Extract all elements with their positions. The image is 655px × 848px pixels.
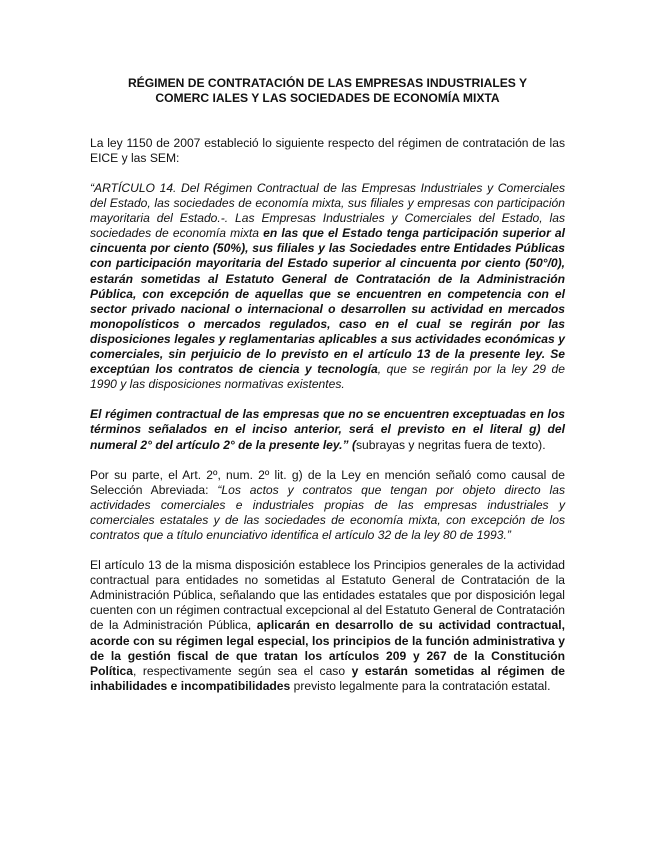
art13-text-c: previsto legalmente para la contratación estatal. bbox=[290, 678, 551, 693]
article-14-text: “ARTÍCULO 14. Del Régimen Contractual de las Empresas Industriales y Comerciales del Estado, las sociedades de economía mixta, sus filiales y empresas con participación mayoritaria del Estado.-. Las Empresas Industriales y Comerciales del Estado, las sociedades de economía mixta bbox=[90, 181, 565, 241]
art13-text-a: El artículo 13 de la misma disposición establece los Principios generales de la actividad contractual para entidades no sometidas al Estatuto General de Contratación de la Administración Pública, señalando que las entidades estatales que por disposición legal cuenten con un régimen contractual excepcional al del Estatuto General de Contratación de la Administración Pública, bbox=[90, 558, 565, 633]
title-line-2: COMERC IALES Y LAS SOCIEDADES DE ECONOMÍA MIXTA bbox=[155, 91, 500, 106]
regimen-note: subrayas y negritas fuera de texto). bbox=[355, 437, 546, 452]
title-line-1: RÉGIMEN DE CONTRATACIÓN DE LAS EMPRESAS INDUSTRIALES Y bbox=[127, 76, 528, 90]
seleccion-quote: “Los actos y contratos que tengan por objeto directo las actividades comerciales e industriales propias de las empresas industriales y comerciales estatales y de las sociedades de economía mixta, con excepción de los contratos que a título enunciativo identifica el artículo 32 de la ley 80 de 1993.” bbox=[90, 482, 565, 542]
paragraph-articulo-13 bbox=[90, 558, 565, 694]
paragraph-intro: La ley 1150 de 2007 estableció lo siguiente respecto del régimen de contratación de las EICE y las SEM: bbox=[90, 135, 565, 165]
paragraph-seleccion bbox=[90, 468, 565, 543]
art13-bold-a: aplicarán en desarrollo de su actividad contractual, acorde con su régimen legal especial, los principios de la función administrativa y de la gestión fiscal de que tratan los artículos 209 y 267 de la Constitución Política bbox=[90, 618, 565, 678]
article-14-tail: , que se regirán por la ley 29 de 1990 y las disposiciones normativas existentes. bbox=[90, 362, 565, 392]
art13-bold-b: y estarán sometidas al régimen de inhabilidades e incompatibilidades bbox=[90, 663, 565, 693]
document-title bbox=[100, 76, 555, 107]
art13-text-b: , respectivamente según sea el caso bbox=[133, 663, 352, 678]
seleccion-intro: Por su parte, el Art. 2º, num. 2º lit. g) de la Ley en mención señaló como causal de Selección Abreviada: bbox=[90, 467, 565, 497]
article-14-bold: en las que el Estado tenga participación superior al cincuenta por ciento (50%), sus filiales y las Sociedades entre Entidades Públicas con participación mayoritaria del Estado superior al cincuenta por ciento (50°/0), estarán sometidas al Estatuto General de Contratación de la Administración Pública, con excepción de aquellas que se encuentren en competencia con el sector privado nacional o internacional o desarrollen su actividad en mercados monopolísticos o mercados regulados, caso en el cual se regirán por las disposiciones legales y reglamentarias aplicables a sus actividades económicas y comerciales, sin perjuicio de lo previsto en el artículo 13 de la presente ley. Se exceptúan los contratos de ciencia y tecnología bbox=[90, 226, 565, 377]
paragraph-regimen bbox=[90, 407, 565, 452]
regimen-bold-text: El régimen contractual de las empresas que no se encuentren exceptuadas en los términos señalados en el inciso anterior, será el previsto en el literal g) del numeral 2° del artículo 2° de la presente ley.” ( bbox=[90, 407, 565, 452]
paragraph-article-14 bbox=[90, 181, 565, 392]
